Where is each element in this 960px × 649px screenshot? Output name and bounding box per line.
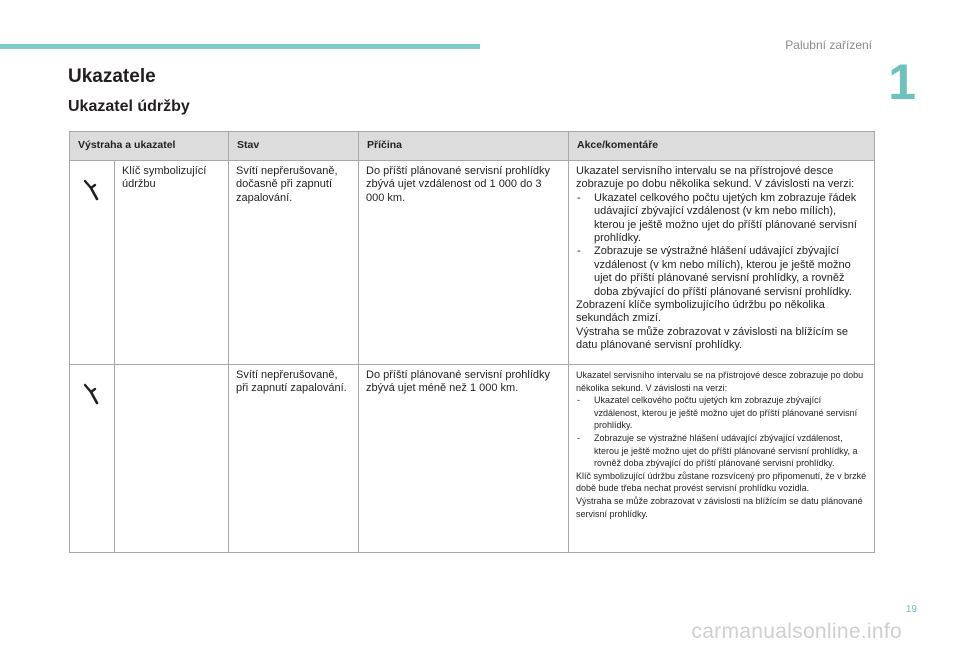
indicator-action xyxy=(569,365,875,553)
indicator-name: Klíč symbolizující údržbu xyxy=(115,161,229,365)
indicator-state: Svítí nepřerušovaně, dočasně při zapnutí zapalování. xyxy=(229,161,359,365)
top-accent-bar xyxy=(0,44,480,49)
maintenance-indicator-table xyxy=(69,131,875,553)
column-header-warning: Výstraha a ukazatel xyxy=(70,132,229,161)
page-number: 19 xyxy=(905,604,917,615)
action-list xyxy=(576,192,867,299)
page-title: Ukazatele xyxy=(68,66,156,87)
list-item: - Ukazatel celkového počtu ujetých km zobrazuje zbývající vzdálenost, kterou je ještě možno ujet do příští plánované servisní prohlídky. xyxy=(576,394,867,432)
wrench-icon xyxy=(82,381,102,407)
action-note: Výstraha se může zobrazovat v závislosti na blížícím se datu plánované servisní prohlídky. xyxy=(576,325,849,352)
action-list xyxy=(576,394,867,470)
chapter-number: 1 xyxy=(888,54,916,110)
table-row xyxy=(70,161,875,365)
indicator-action xyxy=(569,161,875,365)
action-intro: Ukazatel servisního intervalu se na přístrojové desce zobrazuje po dobu několika sekund. V závislosti na verzi: xyxy=(576,165,855,191)
table-header-row xyxy=(70,132,875,161)
watermark-text: carmanualsonline.info xyxy=(691,620,902,643)
list-item: - Zobrazuje se výstražné hlášení udávající zbývající vzdálenost (v km nebo mílích), kterou je ještě možno ujet do příští plánované servisní prohlídky, a rovněž doba zbývající do příští plánované servisní prohlídky. xyxy=(576,245,867,299)
wrench-icon xyxy=(82,177,102,203)
column-header-state: Stav xyxy=(229,132,359,161)
list-item: - Zobrazuje se výstražné hlášení udávající zbývající vzdálenost, kterou je ještě možno ujet do příští plánované servisní prohlídky, a rovněž doba zbývající do příští plánované servisní prohlídky. xyxy=(576,432,867,470)
action-note: Zobrazení klíče symbolizujícího údržbu po několika sekundách zmizí. xyxy=(576,299,825,325)
page-subtitle: Ukazatel údržby xyxy=(68,98,190,115)
indicator-cause: Do příští plánované servisní prohlídky zbývá ujet vzdálenost od 1 000 do 3 000 km. xyxy=(359,161,569,365)
list-item: - Ukazatel celkového počtu ujetých km zobrazuje řádek udávající zbývající vzdálenost (v km nebo mílích), kterou je ještě možno ujet do příští plánované servisní prohlídky. xyxy=(576,192,867,246)
indicator-icon-cell xyxy=(70,365,115,553)
section-title: Palubní zařízení xyxy=(785,38,872,52)
indicator-cause: Do příští plánované servisní prohlídky zbývá ujet méně než 1 000 km. xyxy=(359,365,569,553)
action-note: Klíč symbolizující údržbu zůstane rozsvícený pro připomenutí, že v brzké době bude třeba nechat provést servisní prohlídku vozidla. xyxy=(576,470,867,494)
indicator-icon-cell xyxy=(70,161,115,365)
column-header-cause: Příčina xyxy=(359,132,569,161)
table-row xyxy=(70,365,875,553)
indicator-name xyxy=(115,365,229,553)
action-note: Výstraha se může zobrazovat v závislosti na blížícím se datu plánované servisní prohlídky. xyxy=(576,495,863,519)
action-intro: Ukazatel servisního intervalu se na přístrojové desce zobrazuje po dobu několika sekund. V závislosti na verzi: xyxy=(576,370,864,393)
column-header-action: Akce/komentáře xyxy=(569,132,875,161)
indicator-state: Svítí nepřerušovaně, při zapnutí zapalování. xyxy=(229,365,359,553)
